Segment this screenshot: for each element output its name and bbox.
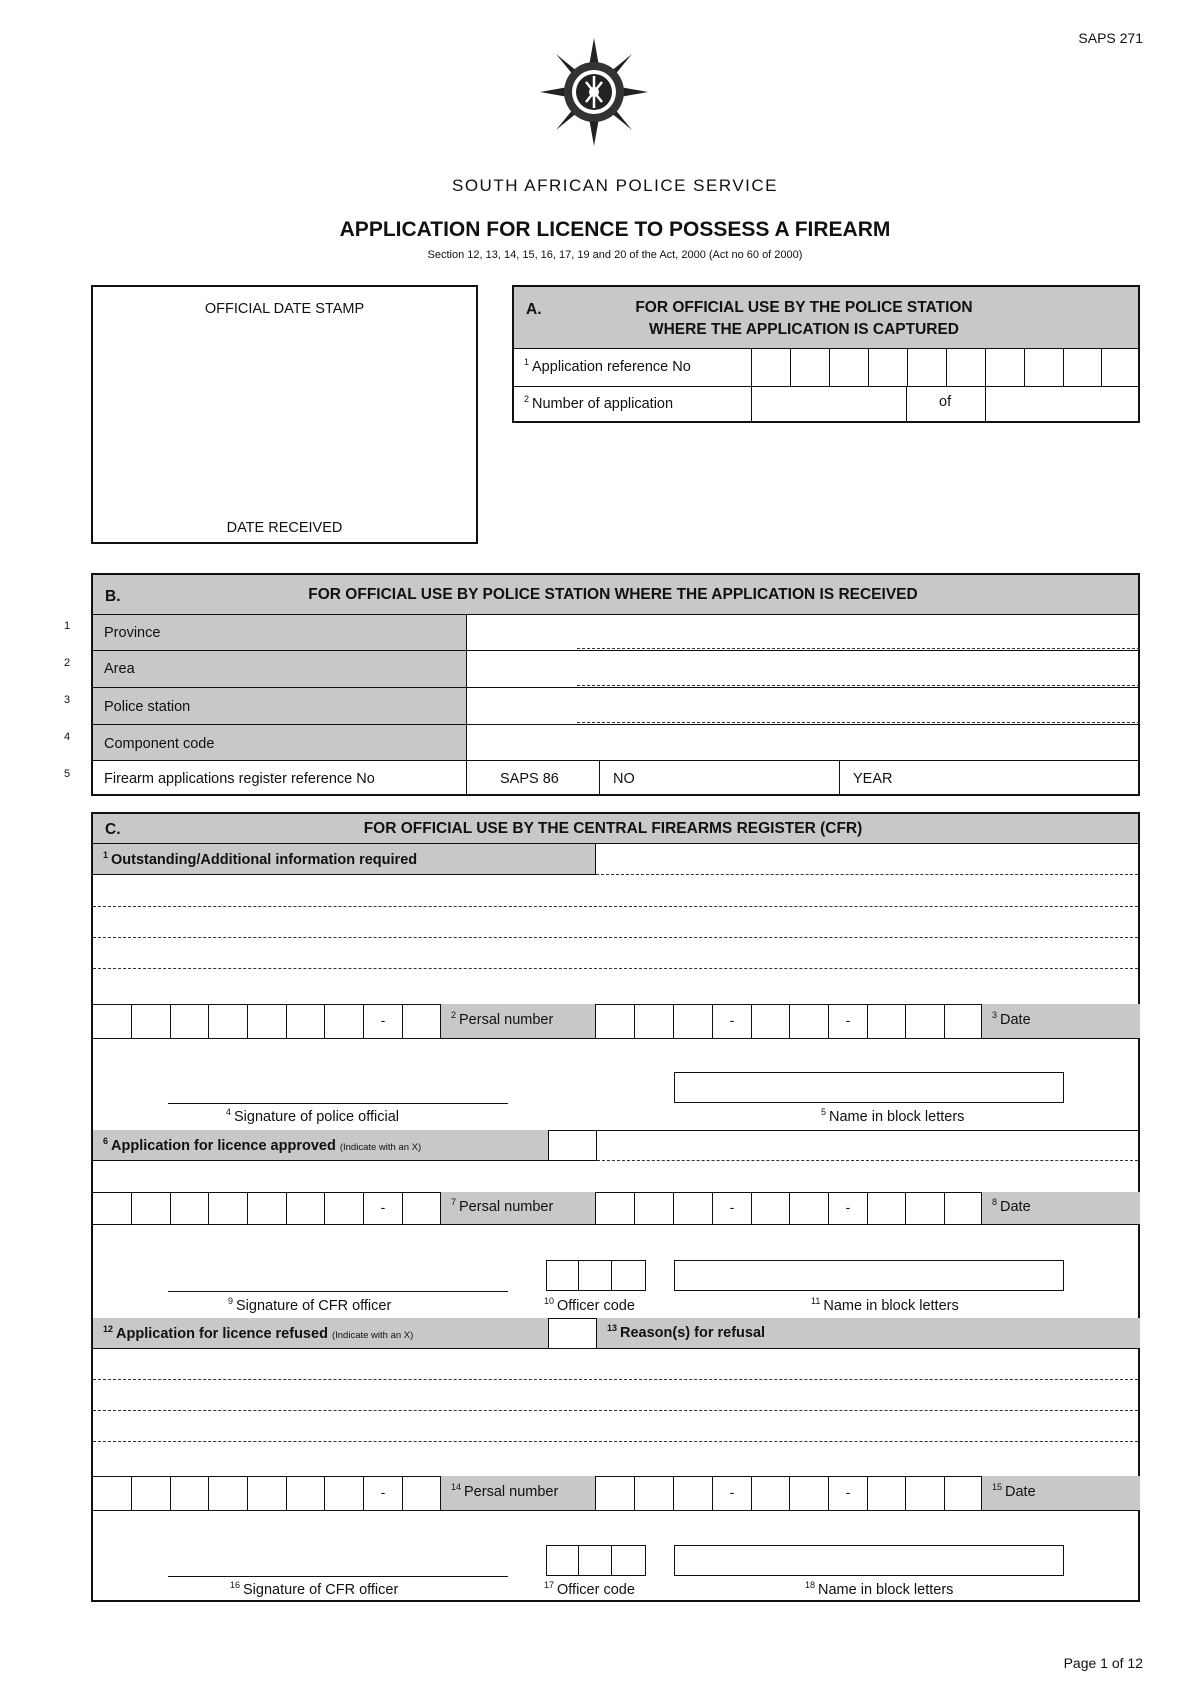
application-reference-input[interactable] [752,349,1140,386]
number-of-application-input[interactable] [751,386,907,423]
date-input-3[interactable]: - - [596,1476,982,1510]
number-of-application-label: $^2$ Number of application [524,394,674,412]
police-station-label: Police station [93,688,467,725]
licence-refused-label: $^{12}$ Application for licence refused (Indicate with an X) [93,1318,549,1349]
of-label: of [939,394,952,410]
licence-approved-label: $^6$ Application for licence approved (Indicate with an X) [93,1130,549,1161]
name-block-letters-input-1[interactable] [674,1072,1064,1103]
persal-number-label-2: $^7$ Persal number [441,1192,596,1224]
licence-refused-checkbox[interactable] [549,1318,597,1349]
name-block-letters-label-2: $^{11}$ Name in block letters [811,1296,959,1314]
register-year-input[interactable] [840,761,1140,796]
name-block-letters-label-1: $^5$ Name in block letters [821,1107,965,1125]
section-c-title: FOR OFFICIAL USE BY THE CENTRAL FIREARMS REGISTER (CFR) [363,820,863,837]
refusal-reasons-label: $^{13}$ Reason(s) for refusal [597,1318,1140,1349]
row-number: 3 [64,694,71,706]
row-number: 2 [64,657,71,669]
agency-name: SOUTH AFRICAN POLICE SERVICE [451,176,779,195]
section-b-header [93,575,1138,615]
date-label-1: $^3$ Date [982,1004,1140,1038]
officer-code-label-1: $^{10}$ Officer code [544,1296,635,1314]
police-station-input[interactable] [467,688,1140,725]
persal-number-input-3[interactable]: - [93,1476,441,1510]
persal-number-label-3: $^{14}$ Persal number [441,1476,596,1510]
signature-line-police-official[interactable] [168,1103,508,1104]
saps86-label: SAPS 86 [467,761,600,796]
signature-line-cfr-officer-2[interactable] [168,1576,508,1577]
officer-code-input-2[interactable] [546,1545,646,1576]
persal-number-input-1[interactable]: - [93,1004,441,1038]
total-applications-input[interactable] [985,386,1140,423]
date-input-1[interactable]: - - [596,1004,982,1038]
signature-cfr-officer-label-1: $^9$ Signature of CFR officer [228,1296,392,1314]
province-label: Province [93,615,467,651]
section-a-header [514,287,1138,349]
section-c [91,812,1140,1602]
date-input-2[interactable]: - - [596,1192,982,1224]
persal-date-row-3 [93,1476,1140,1511]
date-label-2: $^8$ Date [982,1192,1140,1224]
name-block-letters-label-3: $^{18}$ Name in block letters [805,1580,954,1598]
register-reference-label: Firearm applications register reference No [93,761,467,796]
section-b-letter: B. [105,588,121,605]
register-no-input[interactable] [600,761,840,796]
application-reference-label: $^1$ Application reference No [524,357,691,375]
form-code: SAPS 271 [1078,30,1143,46]
section-b [91,573,1140,796]
section-a-letter: A. [526,301,542,318]
area-label: Area [93,651,467,688]
licence-approved-checkbox[interactable] [549,1130,597,1161]
area-input[interactable] [467,651,1140,688]
date-label-3: $^{15}$ Date [982,1476,1140,1510]
section-a [512,285,1140,423]
officer-code-input-1[interactable] [546,1260,646,1291]
section-a-title-line2: WHERE THE APPLICATION IS CAPTURED [648,321,959,338]
persal-date-row-1 [93,1004,1140,1039]
year-label: YEAR [853,771,893,787]
signature-line-cfr-officer-1[interactable] [168,1291,508,1292]
row-number: 1 [64,620,71,632]
officer-code-label-2: $^{17}$ Officer code [544,1580,635,1598]
row-number: 5 [64,768,71,780]
section-c-header [93,814,1138,844]
component-code-input[interactable] [467,725,1140,761]
name-block-letters-input-2[interactable] [674,1260,1064,1291]
page-title: APPLICATION FOR LICENCE TO POSSESS A FIREARM [339,218,891,241]
saps-star-emblem-icon [538,36,650,148]
component-code-label: Component code [93,725,467,761]
row-number: 4 [64,731,71,743]
province-input[interactable] [467,615,1140,651]
legal-reference: Section 12, 13, 14, 15, 16, 17, 19 and 20 of the Act, 2000 (Act no 60 of 2000) [427,249,803,261]
page-number: Page 1 of 12 [1063,1655,1143,1671]
outstanding-info-label: $^1$ Outstanding/Additional information required [93,844,596,875]
persal-date-row-2 [93,1192,1140,1225]
stamp-label: OFFICIAL DATE STAMP [204,301,365,317]
date-received-label: DATE RECEIVED [226,520,343,536]
outstanding-info-input[interactable] [596,844,1140,1024]
name-block-letters-input-3[interactable] [674,1545,1064,1576]
section-c-letter: C. [105,821,121,838]
refusal-reasons-input[interactable] [93,1349,1140,1445]
signature-cfr-officer-label-2: $^{16}$ Signature of CFR officer [230,1580,399,1598]
signature-police-official-label: $^4$ Signature of police official [226,1107,399,1125]
persal-number-input-2[interactable]: - [93,1192,441,1224]
section-a-title-line1: FOR OFFICIAL USE BY THE POLICE STATION [635,299,973,316]
section-b-title: FOR OFFICIAL USE BY POLICE STATION WHERE THE APPLICATION IS RECEIVED [308,586,918,603]
official-date-stamp-box[interactable] [91,285,478,544]
no-label: NO [613,771,635,787]
persal-number-label-1: $^2$ Persal number [441,1004,596,1038]
